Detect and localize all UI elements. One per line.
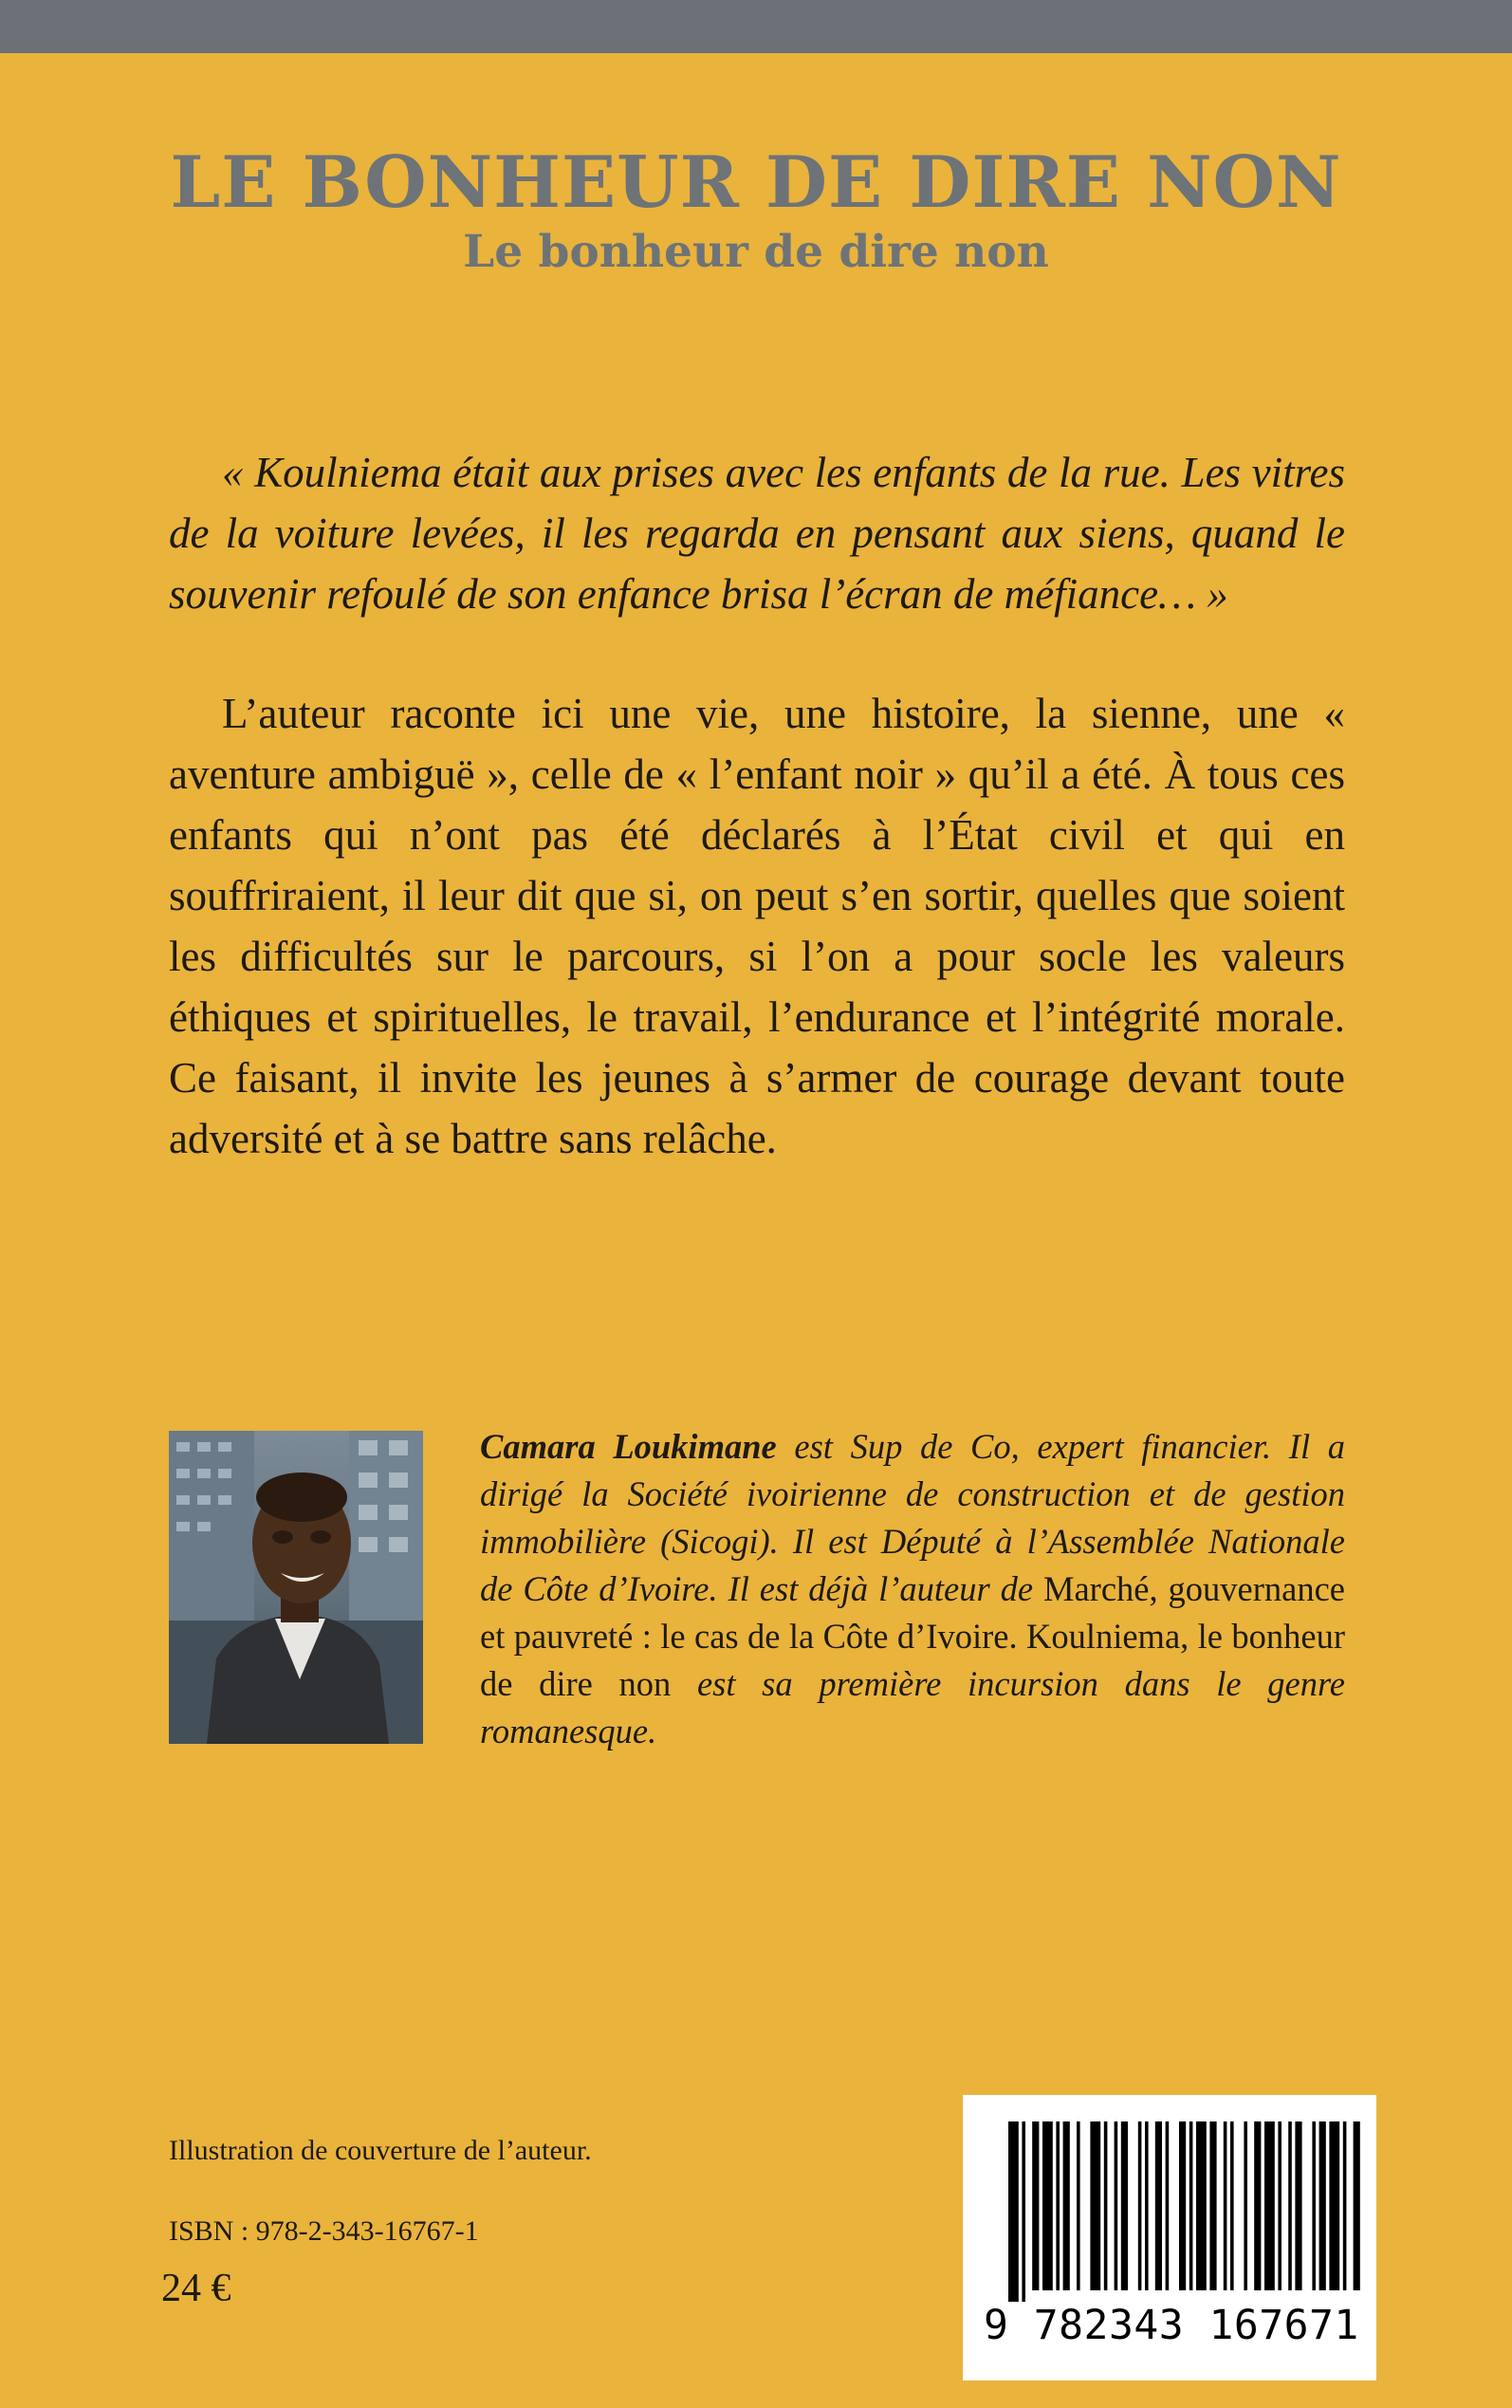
barcode — [963, 2095, 1376, 2380]
book-summary: L’auteur raconte ici une vie, une histoire, la sienne, une « aventure ambiguë », celle de « l’enfant noir » qu’il a été. À tous ces enfants qui n’ont pas été déclarés à l’État civil et qui en souffriraient, il leur dit que si, on peut s’en sortir, quelles que soient les difficultés sur le parcours, si l’on a pour socle les valeurs éthiques et spirituelles, le travail, l’endurance et l’intégrité morale. Ce faisant, il invite les jeunes à s’armer de courage devant toute adversité et à se battre sans relâche. — [169, 690, 1345, 1162]
book-subtitle: Le bonheur de dire non — [463, 226, 1049, 278]
top-band — [0, 0, 1512, 53]
author-photo — [169, 1431, 423, 1744]
author-name: Camara Loukimane — [480, 1427, 777, 1466]
isbn: ISBN : 978-2-343-16767-1 — [169, 2215, 479, 2247]
excerpt-quote: « Koulniema était aux prises avec les enfants de la rue. Les vitres de la voiture levées, il les regarda en pensant aux siens, quand le souvenir refoulé de son enfance brisa l’écran de méfiance… » — [169, 449, 1345, 618]
price: 24 € — [161, 2267, 231, 2310]
title-block — [0, 142, 1512, 279]
barcode-digits: 9 782343 167671 — [984, 2302, 1359, 2349]
author-bio-text-1: est Sup de Co, expert financier. Il a dirigé la Société ivoirienne de construction et de gestion immobilière (Sicogi). Il est Député à l’Assemblée Nationale de Côte d’Ivoire. Il est déjà l’auteur de — [480, 1427, 1345, 1608]
barcode-bars — [963, 2095, 1376, 2304]
author-bio — [480, 1423, 1345, 1755]
author-bio-text-2: est sa première incursion dans le genre romanesque. — [480, 1664, 1345, 1750]
book-title: LE BONHEUR DE DIRE NON — [170, 140, 1342, 224]
cover-illustration-credit: Illustration de couverture de l’auteur. — [169, 2135, 592, 2166]
author-prior-work: Marché, gouvernance et pauvreté : le cas de la Côte d’Ivoire. Koulniema, le bonheur de dire non — [480, 1569, 1346, 1703]
